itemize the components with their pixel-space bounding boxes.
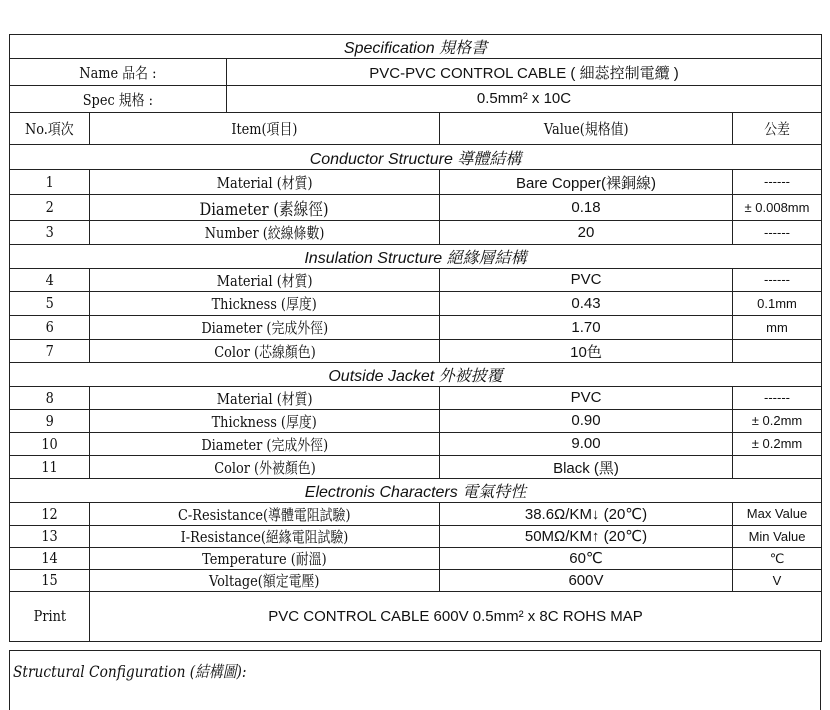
row-value: 60℃	[440, 548, 733, 570]
table-row	[10, 548, 822, 570]
row-tolerance: ------	[733, 387, 822, 410]
row-tolerance	[733, 340, 822, 363]
row-tolerance: Max Value	[733, 503, 822, 526]
table-row	[10, 195, 822, 221]
row-item: Material (材質)	[90, 170, 440, 195]
row-no: 14	[10, 548, 90, 570]
name-label: Name 品名 :	[10, 59, 227, 86]
row-no: 13	[10, 526, 90, 548]
row-tolerance: ± 0.2mm	[733, 433, 822, 456]
row-item: Temperature (耐溫)	[90, 548, 440, 570]
row-item: Number (絞線條數)	[90, 221, 440, 245]
table-row	[10, 221, 822, 245]
spec-title: Specification 規格書	[10, 35, 822, 59]
row-no: 12	[10, 503, 90, 526]
table-row	[10, 292, 822, 316]
table-row	[10, 433, 822, 456]
structural-configuration	[9, 650, 821, 710]
row-item: Color (芯線顏色)	[90, 340, 440, 363]
row-no: 15	[10, 570, 90, 592]
row-item: Thickness (厚度)	[90, 410, 440, 433]
row-item: Thickness (厚度)	[90, 292, 440, 316]
table-row	[10, 340, 822, 363]
row-value: 0.18	[440, 195, 733, 221]
row-value: 600V	[440, 570, 733, 592]
row-no: 10	[10, 433, 90, 456]
header-item: Item(項目)	[90, 113, 440, 145]
table-row	[10, 269, 822, 292]
row-tolerance: ------	[733, 269, 822, 292]
spec-label: Spec 規格 :	[10, 86, 227, 113]
table-row	[10, 456, 822, 479]
row-tolerance: ± 0.008mm	[733, 195, 822, 221]
row-value: 9.00	[440, 433, 733, 456]
row-no: 8	[10, 387, 90, 410]
table-row	[10, 316, 822, 340]
header-no: No.項次	[10, 113, 90, 145]
row-no: 5	[10, 292, 90, 316]
section-title: Outside Jacket 外被披覆	[10, 363, 822, 387]
row-tolerance: mm	[733, 316, 822, 340]
row-tolerance: ± 0.2mm	[733, 410, 822, 433]
row-tolerance	[733, 456, 822, 479]
row-value: 38.6Ω/KM↓ (20℃)	[440, 503, 733, 526]
row-no: 1	[10, 170, 90, 195]
row-no: 9	[10, 410, 90, 433]
row-item: C-Resistance(導體電阻試驗)	[90, 503, 440, 526]
row-value: 0.43	[440, 292, 733, 316]
row-value: Bare Copper(裸銅線)	[440, 170, 733, 195]
row-value: PVC	[440, 269, 733, 292]
row-item: Diameter (素線徑)	[90, 195, 440, 221]
header-value: Value(規格值)	[440, 113, 733, 145]
section-title: Conductor Structure 導體結構	[10, 145, 822, 170]
row-tolerance: ℃	[733, 548, 822, 570]
row-value: PVC	[440, 387, 733, 410]
row-no: 11	[10, 456, 90, 479]
section-title: Insulation Structure 絕緣層結構	[10, 245, 822, 269]
row-value: 0.90	[440, 410, 733, 433]
row-value: 20	[440, 221, 733, 245]
row-tolerance: ------	[733, 221, 822, 245]
table-row	[10, 170, 822, 195]
print-label: Print	[10, 592, 90, 642]
row-no: 2	[10, 195, 90, 221]
name-value: PVC-PVC CONTROL CABLE ( 細蕊控制電纜 )	[227, 59, 822, 86]
row-tolerance: 0.1mm	[733, 292, 822, 316]
row-item: Material (材質)	[90, 269, 440, 292]
table-row	[10, 387, 822, 410]
row-tolerance: V	[733, 570, 822, 592]
table-row	[10, 570, 822, 592]
row-item: Voltage(額定電壓)	[90, 570, 440, 592]
row-item: Material (材質)	[90, 387, 440, 410]
section-title: Electronis Characters 電氣特性	[10, 479, 822, 503]
row-no: 4	[10, 269, 90, 292]
header-tolerance: 公差	[733, 113, 822, 145]
row-item: Color (外被顏色)	[90, 456, 440, 479]
row-tolerance: Min Value	[733, 526, 822, 548]
row-value: 50MΩ/KM↑ (20℃)	[440, 526, 733, 548]
row-item: Diameter (完成外徑)	[90, 316, 440, 340]
table-row	[10, 526, 822, 548]
structural-label: Structural Configuration (結構圖):	[13, 662, 247, 681]
table-row	[10, 410, 822, 433]
row-tolerance: ------	[733, 170, 822, 195]
row-value: 1.70	[440, 316, 733, 340]
table-row	[10, 503, 822, 526]
print-value: PVC CONTROL CABLE 600V 0.5mm² x 8C ROHS MAP	[90, 592, 822, 642]
row-no: 7	[10, 340, 90, 363]
row-item: Diameter (完成外徑)	[90, 433, 440, 456]
spec-value: 0.5mm² x 10C	[227, 86, 822, 113]
row-item: I-Resistance(絕緣電阻試驗)	[90, 526, 440, 548]
specification-table	[9, 34, 822, 642]
print-row	[10, 592, 822, 642]
row-value: 10色	[440, 340, 733, 363]
row-value: Black (黑)	[440, 456, 733, 479]
row-no: 6	[10, 316, 90, 340]
row-no: 3	[10, 221, 90, 245]
